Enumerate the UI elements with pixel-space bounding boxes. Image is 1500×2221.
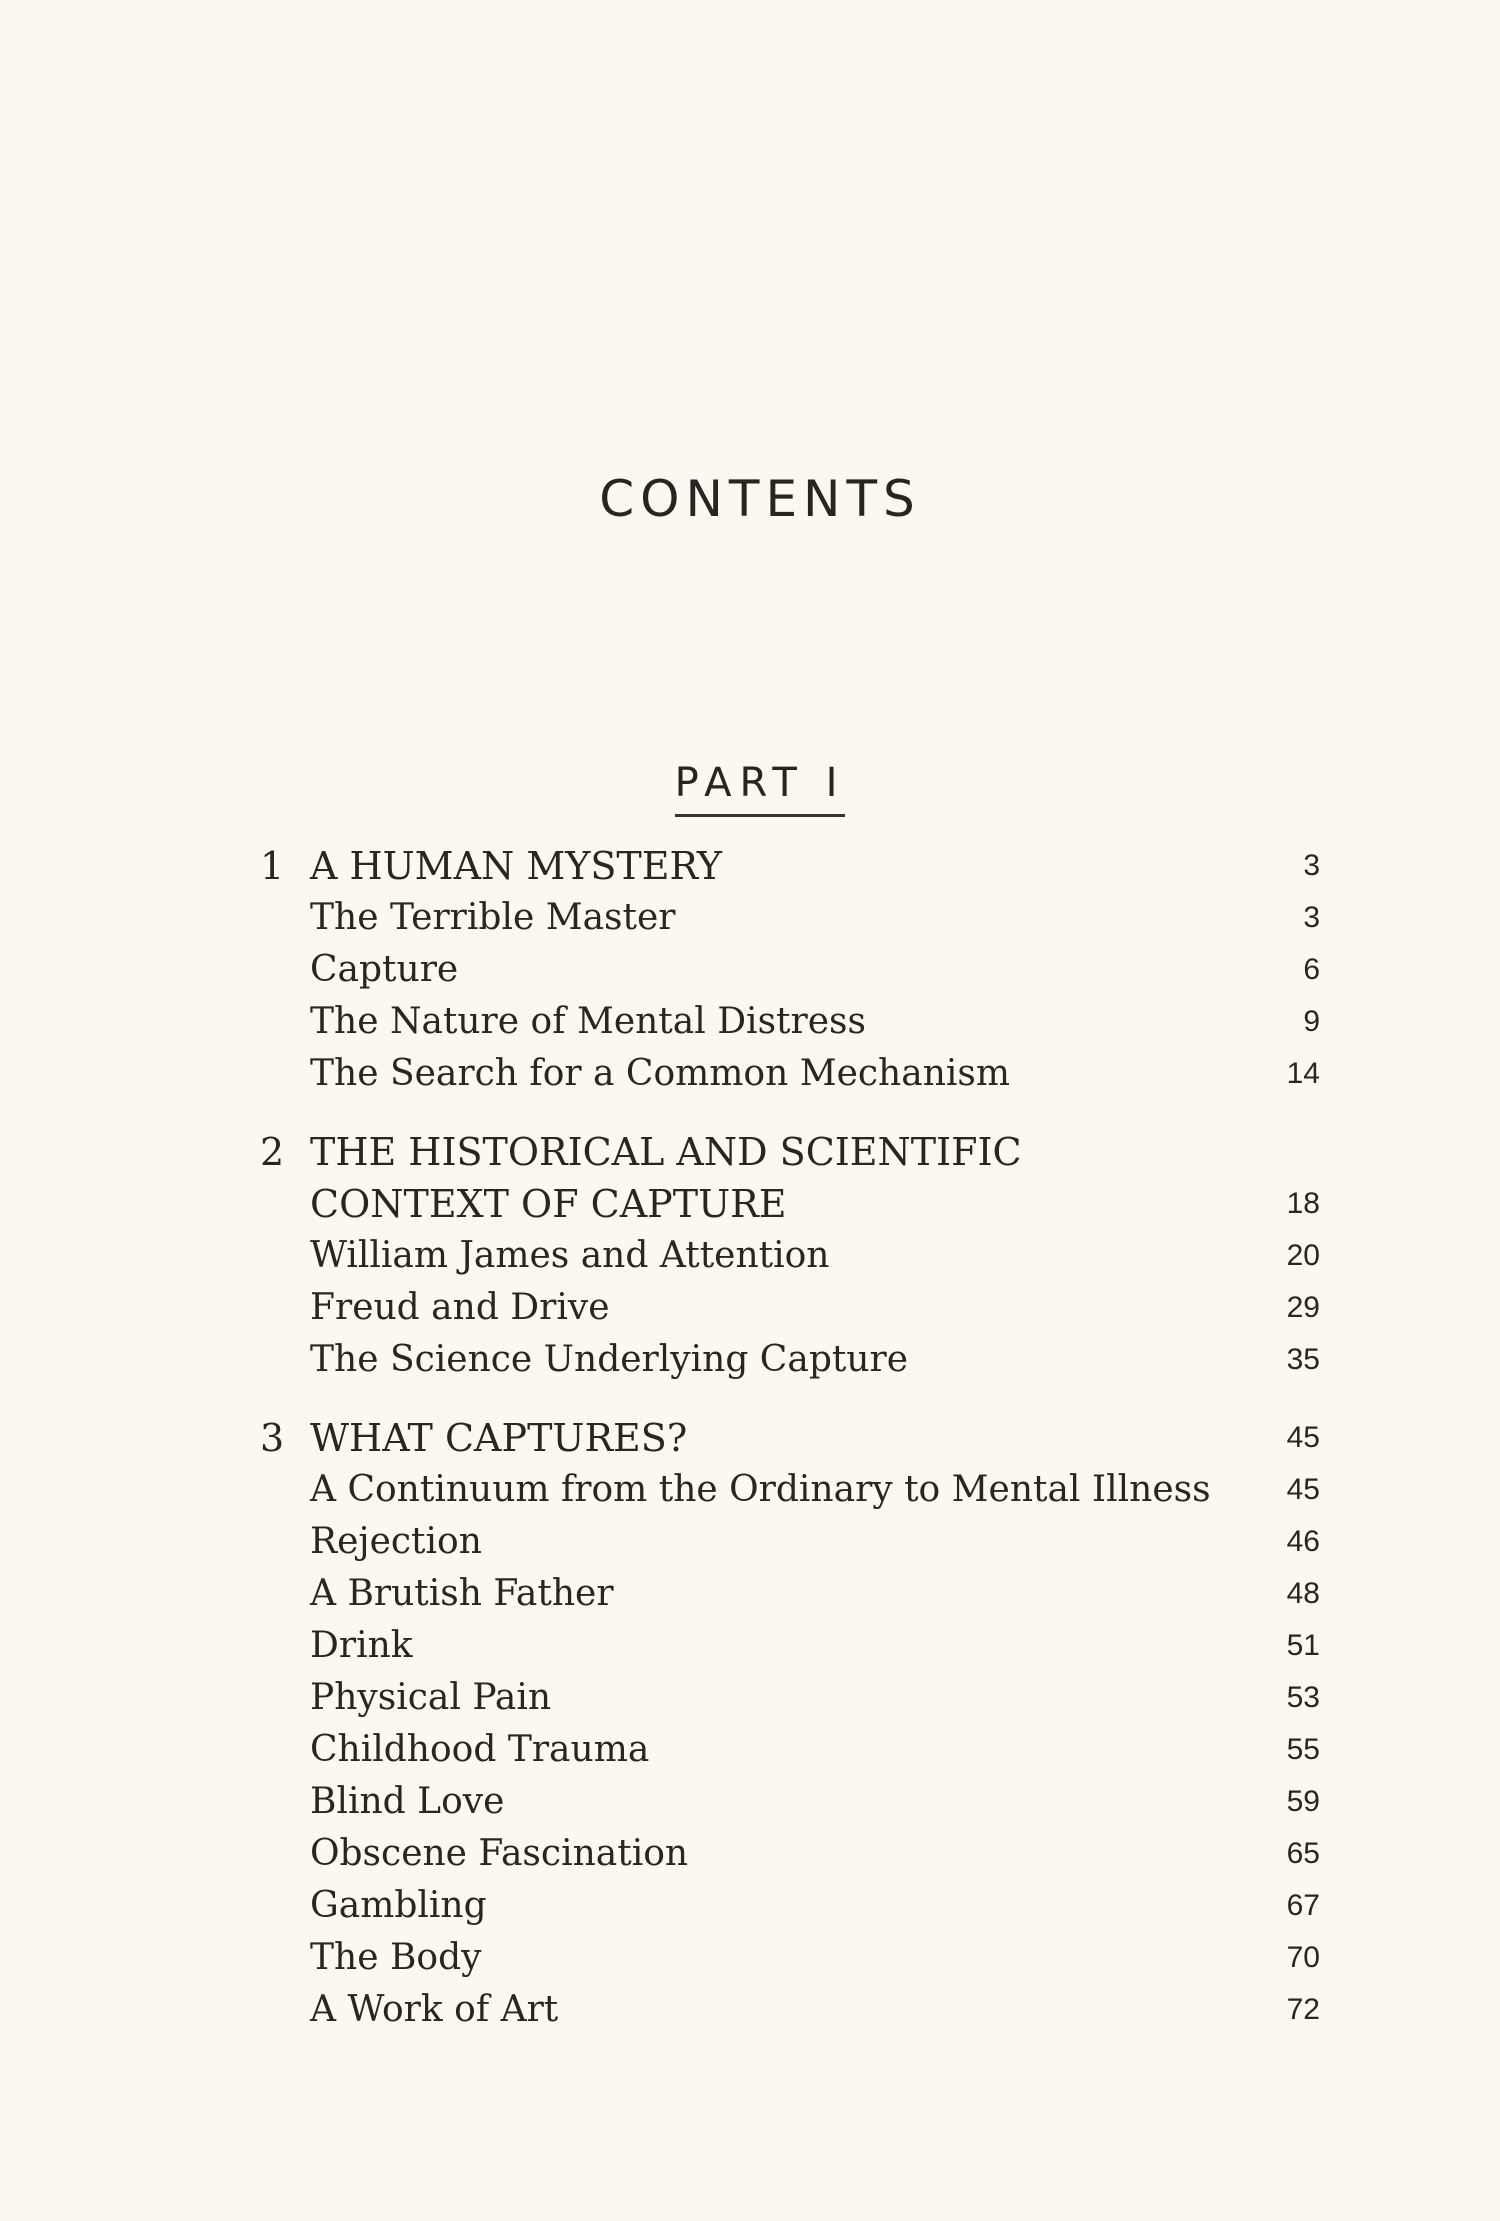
section-page-number: 70 (1286, 1941, 1320, 1974)
section-page-number: 20 (1286, 1239, 1320, 1272)
section-title: A Brutish Father (310, 1573, 614, 1614)
chapter-entry (260, 1126, 1320, 1386)
page-title: CONTENTS (599, 470, 921, 528)
section-entry (260, 1828, 1320, 1880)
section-title: Freud and Drive (310, 1287, 610, 1328)
section-page-number: 45 (1286, 1473, 1320, 1506)
chapter-page-number: 3 (1303, 849, 1320, 882)
section-page-number: 46 (1286, 1525, 1320, 1558)
part-label: PART I (675, 760, 846, 817)
chapter-title-row (260, 840, 1320, 892)
chapter-number: 3 (260, 1416, 285, 1460)
section-entry (260, 996, 1320, 1048)
section-page-number: 55 (1286, 1733, 1320, 1766)
section-title: Physical Pain (310, 1677, 552, 1718)
chapter-page-number: 45 (1286, 1421, 1320, 1454)
table-of-contents (260, 840, 1320, 2062)
chapter-title-row (260, 1412, 1320, 1464)
section-entry (260, 1724, 1320, 1776)
section-entry (260, 944, 1320, 996)
section-page-number: 9 (1303, 1005, 1320, 1038)
section-page-number: 51 (1286, 1629, 1320, 1662)
chapter-title: A HUMAN MYSTERY (310, 844, 723, 888)
section-title: The Terrible Master (310, 897, 676, 938)
chapter-entry (260, 1412, 1320, 2036)
section-title: William James and Attention (310, 1235, 830, 1276)
section-entry (260, 1230, 1320, 1282)
section-title: Drink (310, 1625, 413, 1666)
section-entry (260, 1880, 1320, 1932)
section-page-number: 59 (1286, 1785, 1320, 1818)
section-title: Obscene Fascination (310, 1833, 689, 1874)
section-page-number: 67 (1286, 1889, 1320, 1922)
chapter-number: 1 (260, 844, 285, 888)
section-entry (260, 1048, 1320, 1100)
chapter-title: WHAT CAPTURES? (310, 1416, 688, 1460)
section-page-number: 48 (1286, 1577, 1320, 1610)
section-page-number: 53 (1286, 1681, 1320, 1714)
section-page-number: 3 (1303, 901, 1320, 934)
chapter-title: CONTEXT OF CAPTURE (310, 1182, 787, 1226)
section-page-number: 35 (1286, 1343, 1320, 1376)
section-title: Rejection (310, 1521, 482, 1562)
section-page-number: 29 (1286, 1291, 1320, 1324)
chapter-number: 2 (260, 1130, 285, 1174)
section-title: The Nature of Mental Distress (310, 1001, 866, 1042)
section-title: Blind Love (310, 1781, 505, 1822)
section-entry (260, 1516, 1320, 1568)
chapter-entry (260, 840, 1320, 1100)
chapter-title-row (260, 1178, 1320, 1230)
section-title: Gambling (310, 1885, 487, 1926)
section-page-number: 72 (1286, 1993, 1320, 2026)
section-title: A Continuum from the Ordinary to Mental Illness (310, 1469, 1211, 1510)
section-title: The Search for a Common Mechanism (310, 1053, 1011, 1094)
section-title: The Body (310, 1937, 482, 1978)
section-title: A Work of Art (310, 1989, 559, 2030)
section-page-number: 65 (1286, 1837, 1320, 1870)
section-title: Childhood Trauma (310, 1729, 650, 1770)
section-entry (260, 1776, 1320, 1828)
section-page-number: 14 (1286, 1057, 1320, 1090)
section-title: Capture (310, 949, 459, 990)
section-page-number: 6 (1303, 953, 1320, 986)
section-entry (260, 892, 1320, 944)
chapter-title: THE HISTORICAL AND SCIENTIFIC (310, 1130, 1022, 1174)
section-entry (260, 1334, 1320, 1386)
section-entry (260, 1282, 1320, 1334)
section-entry (260, 1932, 1320, 1984)
section-entry (260, 1672, 1320, 1724)
section-entry (260, 1984, 1320, 2036)
section-title: The Science Underlying Capture (310, 1339, 909, 1380)
part-heading (0, 760, 1500, 817)
section-entry (260, 1620, 1320, 1672)
chapter-page-number: 18 (1286, 1187, 1320, 1220)
section-entry (260, 1568, 1320, 1620)
chapter-title-row (260, 1126, 1320, 1178)
section-entry (260, 1464, 1320, 1516)
